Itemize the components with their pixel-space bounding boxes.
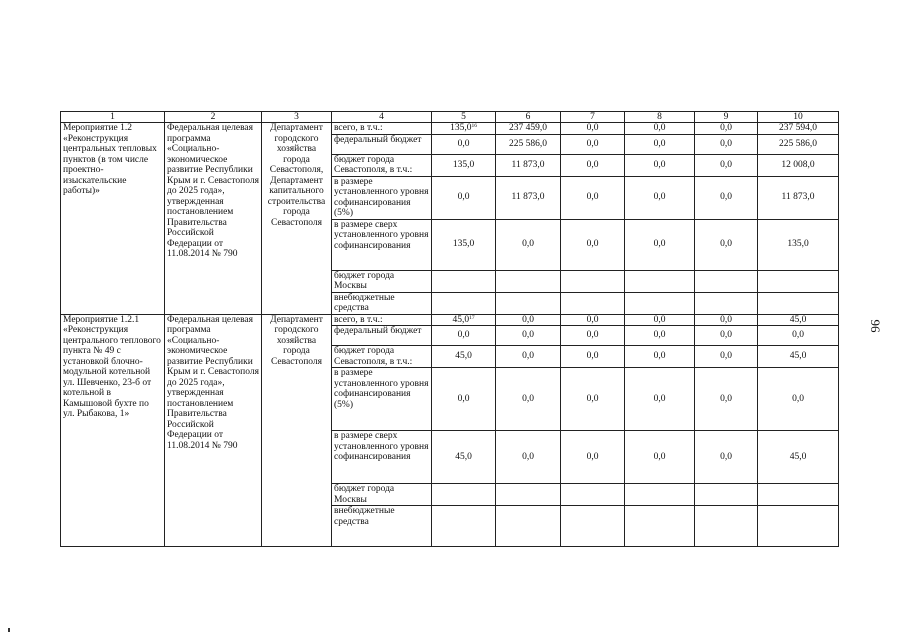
value-text: 0,0 bbox=[653, 239, 666, 250]
value-text: 0,0 bbox=[522, 393, 534, 404]
value-cell-c6 bbox=[496, 326, 561, 346]
value-cell-c6 bbox=[496, 431, 561, 484]
source-cell: внебюджетные средства bbox=[332, 506, 432, 547]
value-text: 0,0 bbox=[720, 393, 732, 404]
value-cell-c8 bbox=[625, 314, 695, 326]
value-cell-c5 bbox=[432, 326, 496, 346]
header-cell: 9 bbox=[695, 112, 758, 123]
value-text: 0,0 bbox=[720, 314, 732, 325]
value-text: 0,0 bbox=[522, 451, 534, 462]
value-cell-c8 bbox=[625, 484, 695, 506]
value-cell-c10 bbox=[758, 431, 839, 484]
value-text: 225 586,0 bbox=[779, 138, 817, 149]
value-cell-c6 bbox=[496, 123, 561, 135]
value-cell-c9 bbox=[695, 346, 758, 368]
footnote-mark: 17 bbox=[469, 314, 475, 321]
header-cell: 4 bbox=[332, 112, 432, 123]
value-text: 0,0 bbox=[586, 159, 599, 170]
value-text: 0,0 bbox=[653, 451, 666, 462]
value-text: 0,0 bbox=[586, 351, 599, 362]
value-text: 0,0 bbox=[720, 330, 732, 341]
value-text: 0,0 bbox=[720, 159, 732, 170]
value-cell-c6 bbox=[496, 154, 561, 176]
value-cell-c8 bbox=[625, 134, 695, 154]
value-cell-c5 bbox=[432, 484, 496, 506]
value-text: 0,0 bbox=[720, 138, 732, 149]
value-text: 0,0 bbox=[522, 314, 534, 325]
value-text: 0,0 bbox=[653, 314, 666, 325]
header-cell: 10 bbox=[758, 112, 839, 123]
value-text: 0,0 bbox=[522, 351, 534, 362]
value-text: 11 873,0 bbox=[511, 192, 545, 203]
value-cell-c7 bbox=[561, 431, 625, 484]
value-text: 0,0 bbox=[792, 330, 804, 341]
value-text: 0,0 bbox=[522, 330, 534, 341]
value-text: 0,0 bbox=[586, 451, 599, 462]
value-cell-c7 bbox=[561, 154, 625, 176]
source-cell: бюджет города Севастополя, в т.ч.: bbox=[332, 154, 432, 176]
value-cell-c6 bbox=[496, 292, 561, 314]
source-cell: в размере сверх установленного уровня софинансирования bbox=[332, 431, 432, 484]
value-cell-c5 bbox=[432, 506, 496, 547]
value-cell-c8 bbox=[625, 506, 695, 547]
value-cell-c9 bbox=[695, 506, 758, 547]
value-text: 12 008,0 bbox=[781, 159, 815, 170]
header-row bbox=[61, 112, 839, 123]
table-row bbox=[61, 123, 839, 135]
value-text: 0,0 bbox=[720, 351, 732, 362]
program-cell: Федеральная целевая программа «Социально-экономическое развитие Республики Крым и г. Севастополя до 2025 года», утвержденная постановлением Правительства Российской Федерации от 11.08.2014 № 790 bbox=[165, 314, 262, 547]
table-body bbox=[61, 123, 839, 547]
value-text: 0,0 bbox=[720, 451, 732, 462]
value-text: 45,0 bbox=[452, 314, 470, 325]
source-cell: в размере установленного уровня софинансирования (5%) bbox=[332, 176, 432, 219]
executor-cell: Департамент городского хозяйства города Севастополя, Департамент капитального строительства города Севастополя bbox=[262, 123, 332, 315]
value-cell-c7 bbox=[561, 123, 625, 135]
value-cell-c5 bbox=[432, 154, 496, 176]
value-cell-c9 bbox=[695, 326, 758, 346]
value-cell-c10 bbox=[758, 326, 839, 346]
value-cell-c6 bbox=[496, 219, 561, 270]
value-text: 45,0 bbox=[789, 314, 807, 325]
value-text: 225 586,0 bbox=[509, 138, 547, 149]
value-text: 0,0 bbox=[720, 123, 732, 133]
value-cell-c10 bbox=[758, 154, 839, 176]
value-text: 0,0 bbox=[653, 330, 666, 341]
value-cell-c8 bbox=[625, 346, 695, 368]
value-cell-c6 bbox=[496, 368, 561, 431]
value-cell-c9 bbox=[695, 292, 758, 314]
value-text: 0,0 bbox=[653, 393, 666, 404]
value-text: 0,0 bbox=[653, 123, 666, 133]
page-number: 96 bbox=[868, 319, 883, 333]
value-cell-c9 bbox=[695, 314, 758, 326]
value-cell-c10 bbox=[758, 346, 839, 368]
value-text: 45,0 bbox=[455, 451, 472, 462]
value-cell-c9 bbox=[695, 219, 758, 270]
value-cell-c9 bbox=[695, 368, 758, 431]
value-text: 11 873,0 bbox=[511, 159, 545, 170]
value-cell-c8 bbox=[625, 270, 695, 292]
value-cell-c10 bbox=[758, 270, 839, 292]
source-cell: бюджет города Москвы bbox=[332, 270, 432, 292]
value-cell-c5 bbox=[432, 270, 496, 292]
value-cell-c8 bbox=[625, 154, 695, 176]
executor-cell: Департамент городского хозяйства города Севастополя bbox=[262, 314, 332, 547]
measure-cell: Мероприятие 1.2.1 «Реконструкция центрального теплового пункта № 49 с установкой блочно-модульной котельной ул. Шевченко, 23-б от котельной в Камышовой бухте по ул. Рыбакова, 1» bbox=[61, 314, 165, 547]
value-text: 11 873,0 bbox=[781, 192, 815, 203]
value-cell-c10 bbox=[758, 484, 839, 506]
value-cell-c5 bbox=[432, 134, 496, 154]
value-cell-c6 bbox=[496, 506, 561, 547]
value-cell-c8 bbox=[625, 176, 695, 219]
value-cell-c7 bbox=[561, 326, 625, 346]
header-cell: 2 bbox=[165, 112, 262, 123]
value-text: 0,0 bbox=[653, 138, 666, 149]
value-cell-c9 bbox=[695, 431, 758, 484]
value-text: 0,0 bbox=[653, 351, 666, 362]
value-cell-c10 bbox=[758, 219, 839, 270]
value-cell-c7 bbox=[561, 506, 625, 547]
scan-mark bbox=[8, 628, 10, 632]
program-cell: Федеральная целевая программа «Социально-экономическое развитие Республики Крым и г. Севастополя до 2025 года», утвержденная постановлением Правительства Российской Федерации от 11.08.2014 № 790 bbox=[165, 123, 262, 315]
header-cell: 6 bbox=[496, 112, 561, 123]
value-text: 135,0 bbox=[450, 123, 472, 133]
value-text: 135,0 bbox=[452, 239, 475, 250]
value-text: 0,0 bbox=[653, 192, 666, 203]
value-cell-c7 bbox=[561, 134, 625, 154]
value-text: 0,0 bbox=[586, 123, 599, 133]
value-cell-c7 bbox=[561, 270, 625, 292]
value-cell-c5 bbox=[432, 219, 496, 270]
value-cell-c10 bbox=[758, 292, 839, 314]
value-cell-c8 bbox=[625, 123, 695, 135]
value-cell-c8 bbox=[625, 326, 695, 346]
value-cell-c9 bbox=[695, 270, 758, 292]
value-text: 45,0 bbox=[789, 451, 807, 462]
value-text: 45,0 bbox=[789, 351, 807, 362]
value-cell-c10 bbox=[758, 314, 839, 326]
value-cell-c10 bbox=[758, 176, 839, 219]
header-cell: 5 bbox=[432, 112, 496, 123]
header-cell: 1 bbox=[61, 112, 165, 123]
value-cell-c8 bbox=[625, 219, 695, 270]
value-text: 0,0 bbox=[720, 239, 732, 250]
value-text: 237 594,0 bbox=[779, 123, 817, 133]
value-text: 0,0 bbox=[792, 393, 804, 404]
value-cell-c5 bbox=[432, 176, 496, 219]
value-cell-c7 bbox=[561, 314, 625, 326]
value-text: 0,0 bbox=[653, 159, 666, 170]
value-text: 0,0 bbox=[586, 239, 599, 250]
value-cell-c9 bbox=[695, 154, 758, 176]
value-cell-c8 bbox=[625, 431, 695, 484]
value-cell-c10 bbox=[758, 506, 839, 547]
value-cell-c10 bbox=[758, 123, 839, 135]
value-cell-c5 bbox=[432, 292, 496, 314]
value-cell-c5 bbox=[432, 123, 496, 135]
value-text: 135,0 bbox=[452, 159, 475, 170]
value-cell-c5 bbox=[432, 368, 496, 431]
value-cell-c7 bbox=[561, 484, 625, 506]
value-cell-c6 bbox=[496, 134, 561, 154]
value-text: 237 459,0 bbox=[509, 123, 547, 133]
table-row bbox=[61, 314, 839, 326]
source-cell: в размере установленного уровня софинансирования (5%) bbox=[332, 368, 432, 431]
value-text: 0,0 bbox=[586, 314, 599, 325]
value-cell-c10 bbox=[758, 368, 839, 431]
value-text: 0,0 bbox=[457, 192, 470, 203]
source-cell: всего, в т.ч.: bbox=[332, 123, 432, 135]
value-cell-c7 bbox=[561, 219, 625, 270]
value-cell-c5 bbox=[432, 346, 496, 368]
header-cell: 8 bbox=[625, 112, 695, 123]
footnote-mark: 16 bbox=[471, 123, 477, 129]
value-cell-c7 bbox=[561, 292, 625, 314]
value-cell-c8 bbox=[625, 292, 695, 314]
value-cell-c6 bbox=[496, 176, 561, 219]
value-cell-c10 bbox=[758, 134, 839, 154]
measure-cell: Мероприятие 1.2 «Реконструкция центральных тепловых пунктов (в том числе проектно-изыскательские работы)» bbox=[61, 123, 165, 315]
source-cell: федеральный бюджет bbox=[332, 326, 432, 346]
value-cell-c8 bbox=[625, 368, 695, 431]
value-cell-c6 bbox=[496, 346, 561, 368]
value-text: 0,0 bbox=[457, 138, 470, 149]
value-cell-c9 bbox=[695, 123, 758, 135]
source-cell: бюджет города Севастополя, в т.ч.: bbox=[332, 346, 432, 368]
source-cell: федеральный бюджет bbox=[332, 134, 432, 154]
value-text: 0,0 bbox=[586, 138, 599, 149]
value-text: 0,0 bbox=[586, 393, 599, 404]
value-cell-c6 bbox=[496, 484, 561, 506]
value-text: 135,0 bbox=[787, 239, 809, 250]
value-text: 0,0 bbox=[457, 330, 470, 341]
value-cell-c6 bbox=[496, 314, 561, 326]
funding-table bbox=[60, 111, 839, 547]
source-cell: бюджет города Москвы bbox=[332, 484, 432, 506]
value-text: 0,0 bbox=[586, 192, 599, 203]
value-cell-c6 bbox=[496, 270, 561, 292]
value-cell-c5 bbox=[432, 431, 496, 484]
header-cell: 7 bbox=[561, 112, 625, 123]
value-cell-c7 bbox=[561, 346, 625, 368]
value-cell-c9 bbox=[695, 176, 758, 219]
header-cell: 3 bbox=[262, 112, 332, 123]
value-cell-c9 bbox=[695, 484, 758, 506]
value-text: 0,0 bbox=[586, 330, 599, 341]
value-text: 0,0 bbox=[457, 393, 470, 404]
value-cell-c7 bbox=[561, 368, 625, 431]
source-cell: всего, в т.ч.: bbox=[332, 314, 432, 326]
value-text: 45,0 bbox=[455, 351, 472, 362]
value-text: 0,0 bbox=[522, 239, 534, 250]
value-text: 0,0 bbox=[720, 192, 732, 203]
value-cell-c9 bbox=[695, 134, 758, 154]
value-cell-c7 bbox=[561, 176, 625, 219]
value-cell-c5 bbox=[432, 314, 496, 326]
source-cell: внебюджетные средства bbox=[332, 292, 432, 314]
source-cell: в размере сверх установленного уровня софинансирования bbox=[332, 219, 432, 270]
